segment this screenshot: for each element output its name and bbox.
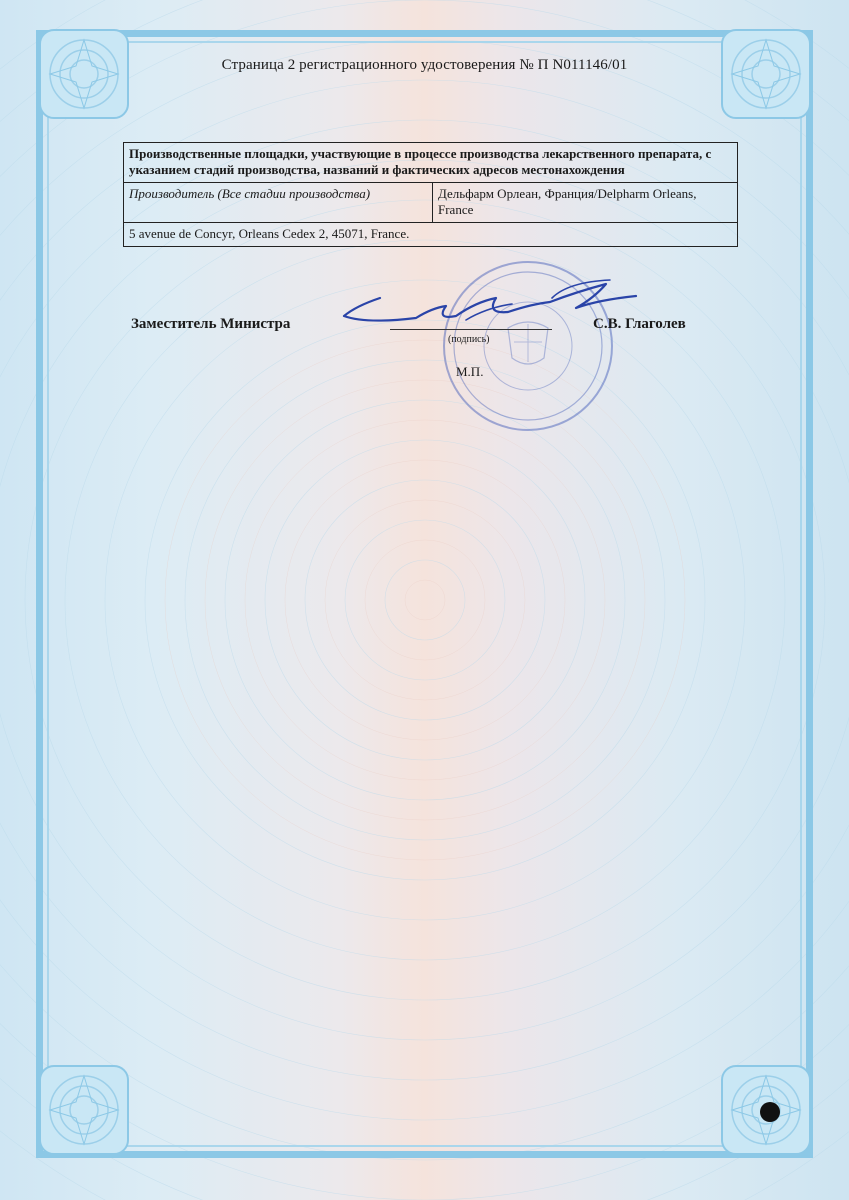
table-heading: Производственные площадки, участвующие в процессе производства лекарственного препарата, с указанием стадий производства, названий и фактических адресов местонахождения	[124, 143, 738, 183]
seal-label: М.П.	[456, 364, 484, 379]
page-title: Страница 2 регистрационного удостоверения № П N011146/01	[221, 57, 628, 73]
corner-rosette-icon	[36, 26, 132, 122]
corner-rosette-icon	[36, 1062, 132, 1158]
manufacturer-role: Производитель (Все стадии производства)	[124, 183, 433, 223]
table-row	[124, 223, 738, 247]
signature-line	[390, 329, 552, 330]
table-header-row	[124, 143, 738, 183]
corner-rosette-icon	[718, 26, 814, 122]
manufacturer-address: 5 avenue de Concyr, Orleans Cedex 2, 45071, France.	[124, 223, 738, 247]
manufacturer-name: Дельфарм Орлеан, Франция/Delpharm Orleans, France	[433, 183, 738, 223]
binding-hole	[760, 1102, 780, 1122]
signatory-position: Заместитель Министра	[131, 316, 291, 332]
table-row	[124, 183, 738, 223]
signer-name: С.В. Глаголев	[593, 316, 686, 332]
production-sites-table	[123, 142, 738, 247]
signature-caption: (подпись)	[448, 334, 490, 345]
